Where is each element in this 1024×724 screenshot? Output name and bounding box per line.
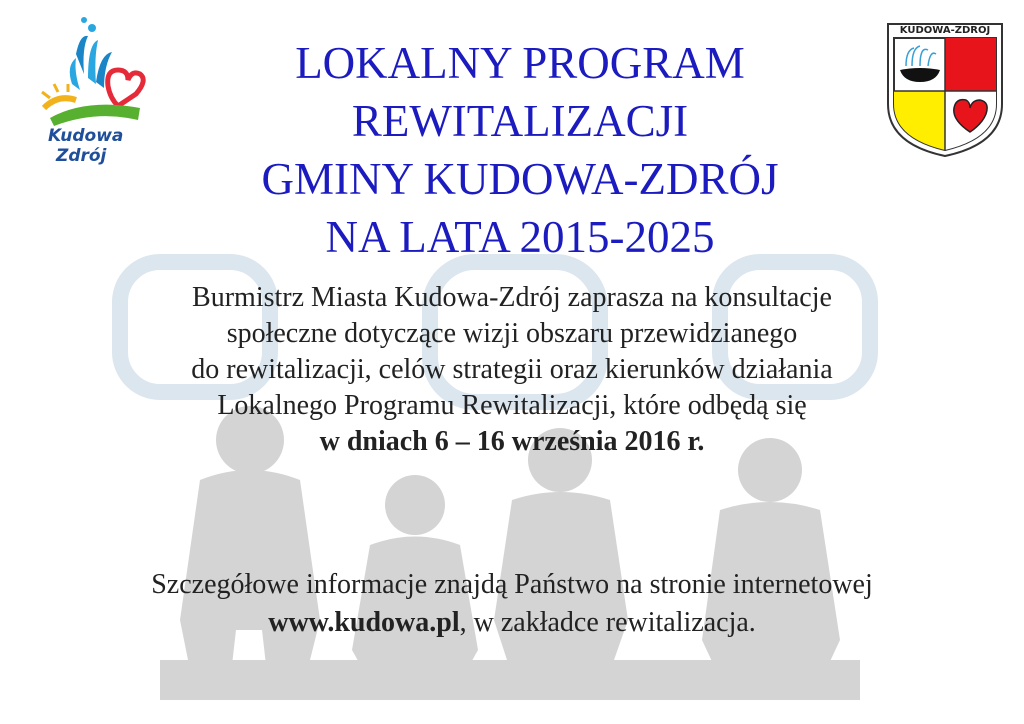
logo-left-wordmark	[48, 126, 148, 166]
announcement-dates: w dniach 6 – 16 września 2016 r.	[319, 426, 705, 457]
title-line-1: LOKALNY PROGRAM	[295, 38, 745, 88]
info-text	[40, 566, 984, 642]
title-line-4: NA LATA 2015-2025	[325, 212, 715, 262]
info-line-2-rest: , w zakładce rewitalizacja.	[459, 607, 756, 638]
logo-text-line1: Kudowa	[48, 126, 124, 146]
crest-label-box	[884, 20, 1006, 38]
announcement-line-1: Burmistrz Miasta Kudowa-Zdrój zaprasza na konsultacje	[192, 282, 832, 313]
announcement-line-3: do rewitalizacji, celów strategii oraz kierunków działania	[191, 354, 833, 385]
logo-text-line2: Zdrój	[56, 146, 107, 166]
crest-label: KUDOWA-ZDRÓJ	[899, 25, 991, 36]
info-line-2	[40, 604, 984, 642]
announcement-line-4: Lokalnego Programu Rewitalizacji, które odbędą się	[217, 390, 807, 421]
coat-of-arms-icon	[884, 20, 1006, 160]
title-line-3: GMINY KUDOWA-ZDRÓJ	[261, 154, 779, 204]
info-line-1: Szczegółowe informacje znajdą Państwo na stronie internetowej	[151, 569, 873, 600]
announcement-text	[40, 280, 984, 460]
title-line-2: REWITALIZACJI	[351, 96, 689, 146]
page-title	[170, 34, 870, 266]
website-link[interactable]: www.kudowa.pl	[268, 607, 460, 638]
announcement-line-2: społeczne dotyczące wizji obszaru przewidzianego	[226, 318, 798, 349]
